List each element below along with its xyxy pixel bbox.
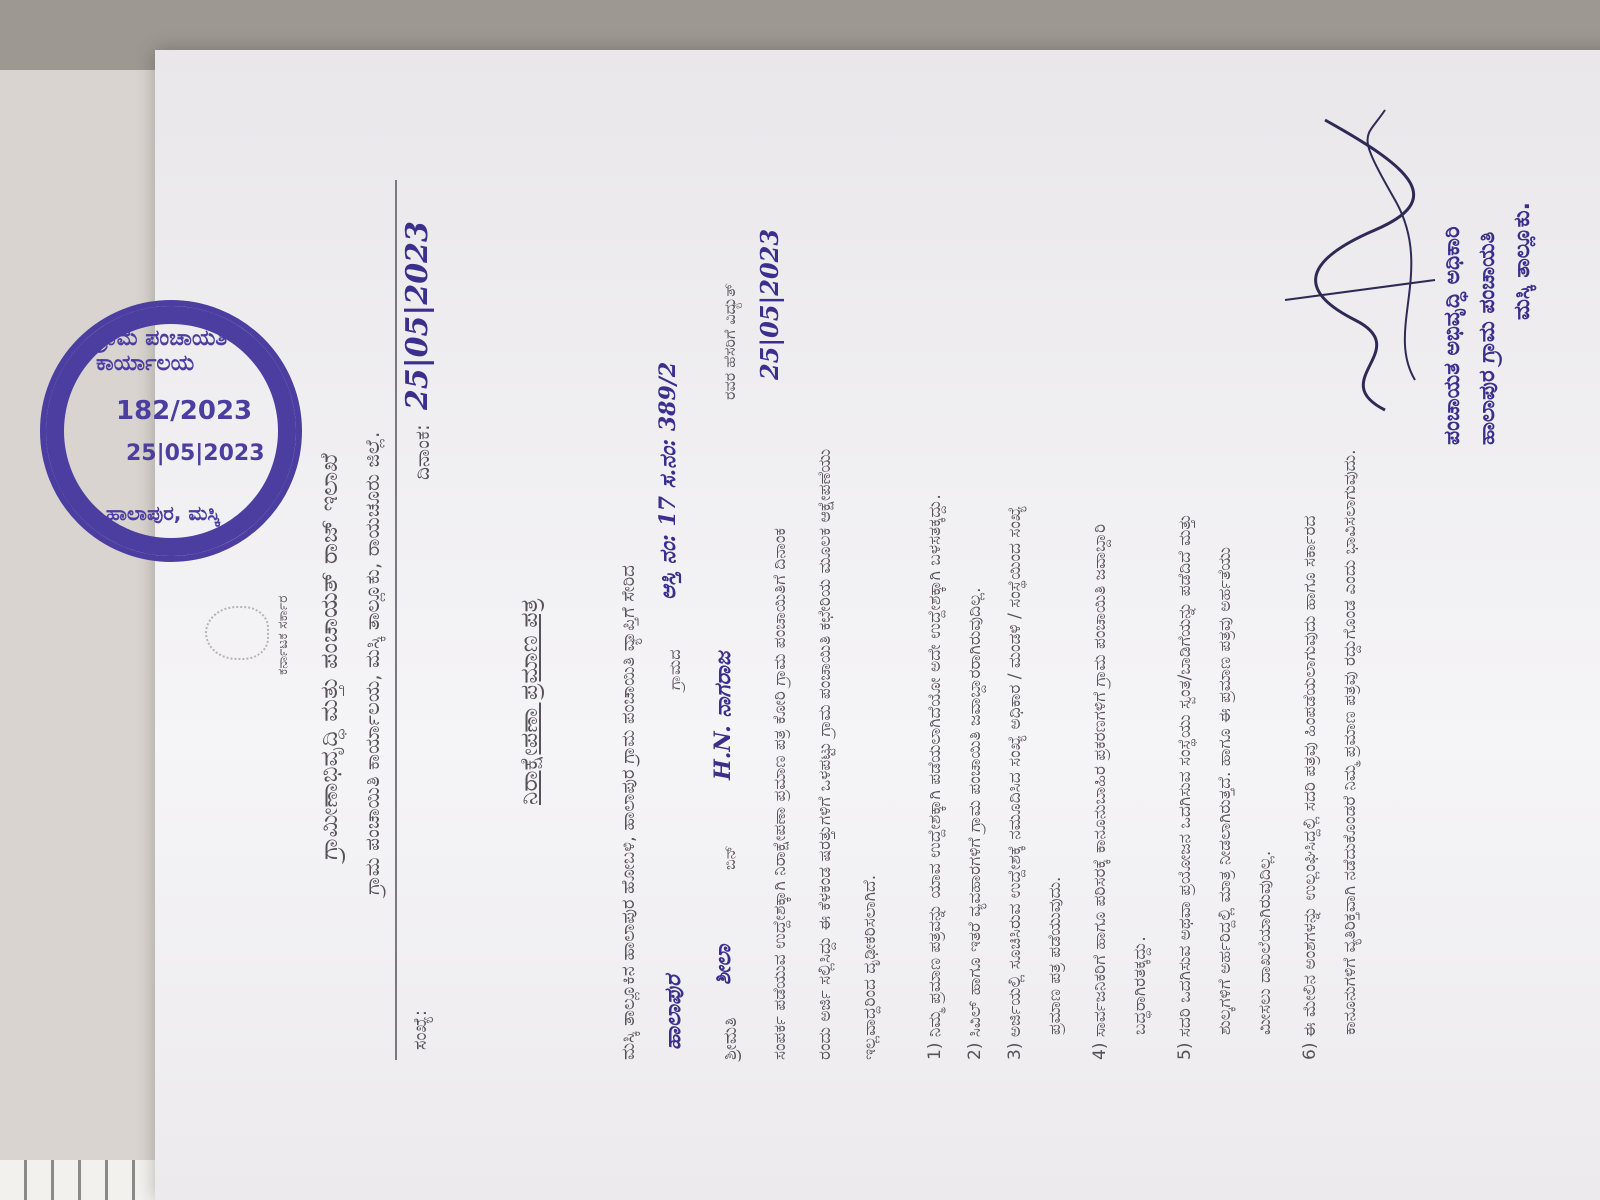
seal-number: 182/2023 xyxy=(116,396,253,426)
condition-6: 6) ಈ ಮೇಲಿನ ಅಂಶಗಳನ್ನು ಉಲ್ಲಂಘಿಸಿದ್ದಲ್ಲಿ ಸದರಿ ಪತ್ರವು ಹಿಂಪಡೆಯಲಾಗುವುದು ಹಾಗೂ ಸರ್ಕಾರದ xyxy=(1300,515,1320,1060)
survey-handwritten: ಆಸ್ತಿ ನಂ: 17 ಸ.ನಂ: 389/2 xyxy=(655,361,681,600)
owner-mid: ಬಿನ್ xyxy=(720,845,739,870)
seal-title: ಗ್ರಾಮ ಪಂಚಾಯತಿ ಕಾರ್ಯಾಲಯ xyxy=(96,326,228,376)
government-name: ಕರ್ನಾಟಕ ಸರ್ಕಾರ xyxy=(275,595,291,675)
application-date-handwritten: 25|05|2023 xyxy=(755,228,784,380)
body-line-1: ಮಸ್ಕಿ ತಾಲ್ಲೂಕಿನ ಹಾಲಾಪುರ ಹೋಬಳಿ, ಹಾಲಾಪುರ ಗ್ರಾಮ ಪಂಚಾಯಿತಿ ವ್ಯಾಪ್ತಿಗೆ ಸೇರಿದ xyxy=(618,565,639,1060)
header-rule xyxy=(395,180,397,1060)
office-seal xyxy=(40,300,302,562)
signatory-title: ಪಂಚಾಯತ ಅಭಿವೃದ್ಧಿ ಅಧಿಕಾರಿ xyxy=(1440,226,1465,445)
owner-handwritten-2: H.N. ನಾಗರಾಜ xyxy=(710,651,736,780)
signatory-taluk: ಮಸ್ಕಿ ತಾಲ್ಲೂಕು. xyxy=(1510,202,1535,320)
reference-label: ಸಂಖ್ಯೆ: xyxy=(410,1010,431,1050)
condition-3-cont: ಪ್ರಮಾಣ ಪತ್ರ ಪಡೆಯುವುದು. xyxy=(1045,876,1065,1035)
condition-4: 4) ಸಾರ್ವಜನಿಕರಿಗೆ ಹಾಗೂ ಪರಿಸರಕ್ಕೆ ಕಾನೂನುಬಾಹಿರ ಪ್ರಕರಣಗಳಿಗೆ ಗ್ರಾಮ ಪಂಚಾಯಿತಿ ಜವಾಬ್ದಾರಿ xyxy=(1090,523,1110,1060)
body-line-4: ಸಂಪರ್ಕ ಪಡೆಯುವ ಉದ್ದೇಶಕ್ಕಾಗಿ ನಿರಾಕ್ಷೇಪಣಾ ಪ್ರಮಾಣ ಪತ್ರ ಕೋರಿ ಗ್ರಾಮ ಪಂಚಾಯಿತಿಗೆ ದಿನಾಂಕ xyxy=(770,527,790,1060)
document-title: ನಿರಾಕ್ಷೇಪಣಾ ಪ್ರಮಾಣ ಪತ್ರ xyxy=(515,598,543,805)
condition-5-cont: ಶುಲ್ಕಗಳಿಗೆ ಅರ್ಹರಿದ್ದಲ್ಲಿ ಮಾತ್ರ ನೀಡಲಾಗಿರುತ್ತದೆ. ಹಾಗೂ ಈ ಪ್ರಮಾಣ ಪತ್ರವು ಅರ್ಹತೆಯು xyxy=(1215,547,1235,1035)
condition-3: 3) ಅರ್ಜಿಯಲ್ಲಿ ಸೂಚಿಸಿರುವ ಉದ್ದೇಶಕ್ಕೆ ನಮೂದಿಸಿದ ಸಂಖ್ಯೆ ಅಧಿಕಾರ / ಮಂಡಳಿ / ಸಂಸ್ಥೆಯಿಂದ ಸಂಖ್ಯೆ xyxy=(1005,505,1025,1060)
seal-date: 25|05|2023 xyxy=(126,441,265,466)
owner-handwritten-1: ಶೀಲಾ xyxy=(710,944,736,985)
condition-2: 2) ಸಿವಿಲ್ ಹಾಗೂ ಇತರೆ ವ್ಯವಹಾರಗಳಿಗೆ ಗ್ರಾಮ ಪಂಚಾಯಿತಿ ಜವಾಬ್ದಾರರಾಗಿರುವುದಿಲ್ಲ. xyxy=(965,587,985,1060)
date-label: ದಿನಾಂಕ: xyxy=(410,424,434,480)
condition-4-cont: ಬದ್ಧರಾಗಿರತಕ್ಕದ್ದು. xyxy=(1130,936,1150,1035)
condition-6-cont: ಕಾನೂನುಗಳಿಗೆ ವ್ಯತಿರಿಕ್ತವಾಗಿ ನಡೆದುಕೊಂಡರೆ ನಿಮ್ಮ ಪ್ರಮಾಣ ಪತ್ರವು ರದ್ದುಗೊಂಡ ಎಂದು ಭಾವಿಸಲಾಗುವುದು. xyxy=(1340,449,1360,1035)
signature-icon xyxy=(1265,100,1455,420)
document-sheet xyxy=(155,50,1600,1200)
condition-1: 1) ನಿಮ್ಮ ಪ್ರಮಾಣ ಪತ್ರವನ್ನು ಯಾವ ಉದ್ದೇಶಕ್ಕಾಗಿ ಪಡೆಯಲಾಗಿದೆಯೋ ಅದೇ ಉದ್ದೇಶಕ್ಕಾಗಿ ಬಳಸತಕ್ಕದ್ದು. xyxy=(925,494,945,1060)
government-emblem-icon xyxy=(205,606,269,660)
signatory-office: ಹಾಲಾಪುರ ಗ್ರಾಮ ಪಂಚಾಯತಿ xyxy=(1475,231,1500,445)
seal-place: ಹಾಲಾಪುರ, ಮಸ್ಕಿ xyxy=(106,501,220,525)
date-value: 25|05|2023 xyxy=(400,221,435,410)
body-line-6: ಇಲ್ಲವಾದ್ದರಿಂದ ದೃಢೀಕರಿಸಲಾಗಿದೆ. xyxy=(860,874,880,1060)
owner-suffix: ರವರ ಹೆಸರಿಗೆ ವಿದ್ಯುತ್ xyxy=(720,283,739,400)
department-name: ಗ್ರಾಮೀಣಾಭಿವೃದ್ಧಿ ಮತ್ತು ಪಂಚಾಯತ್ ರಾಜ್ ಇಲಾಖೆ xyxy=(315,453,343,860)
condition-5: 5) ಸದರಿ ಒದಗಿಸುವ ಅಥವಾ ಪ್ರಯೋಜನ ಒದಗಿಸುವ ಸಂಸ್ಥೆಯು ಸ್ವಂತ/ಬಾಡಿಗೆಯನ್ನು ಪಡೆದಿದೆ ಮತ್ತು xyxy=(1175,513,1195,1060)
office-address: ಗ್ರಾಮ ಪಂಚಾಯಿತಿ ಕಾರ್ಯಾಲಯ, ಮಸ್ಕಿ ತಾಲ್ಲೂಕು, ರಾಯಚೂರು ಜಿಲ್ಲೆ. xyxy=(360,431,384,895)
condition-5-cont-2: ಮೀಸಲು ದಾಖಲೆಯಾಗಿರುವುದಿಲ್ಲ. xyxy=(1255,850,1275,1035)
owner-prefix: ಶ್ರೀಮತಿ xyxy=(720,1017,741,1060)
village-handwritten: ಹಾಲಾಪುರ xyxy=(660,975,686,1050)
village-label: ಗ್ರಾಮದ xyxy=(665,649,684,690)
body-line-5: ರಂದು ಅರ್ಜಿ ಸಲ್ಲಿಸಿದ್ದು ಈ ಕೆಳಕಂಡ ಷರತ್ತುಗಳಿಗೆ ಒಳಪಟ್ಟು ಗ್ರಾಮ ಪಂಚಾಯಿತಿ ಕಛೇರಿಯ ಮೂಲಕ ಆಕ್ಷೇಪಣೆಯು xyxy=(815,448,835,1060)
